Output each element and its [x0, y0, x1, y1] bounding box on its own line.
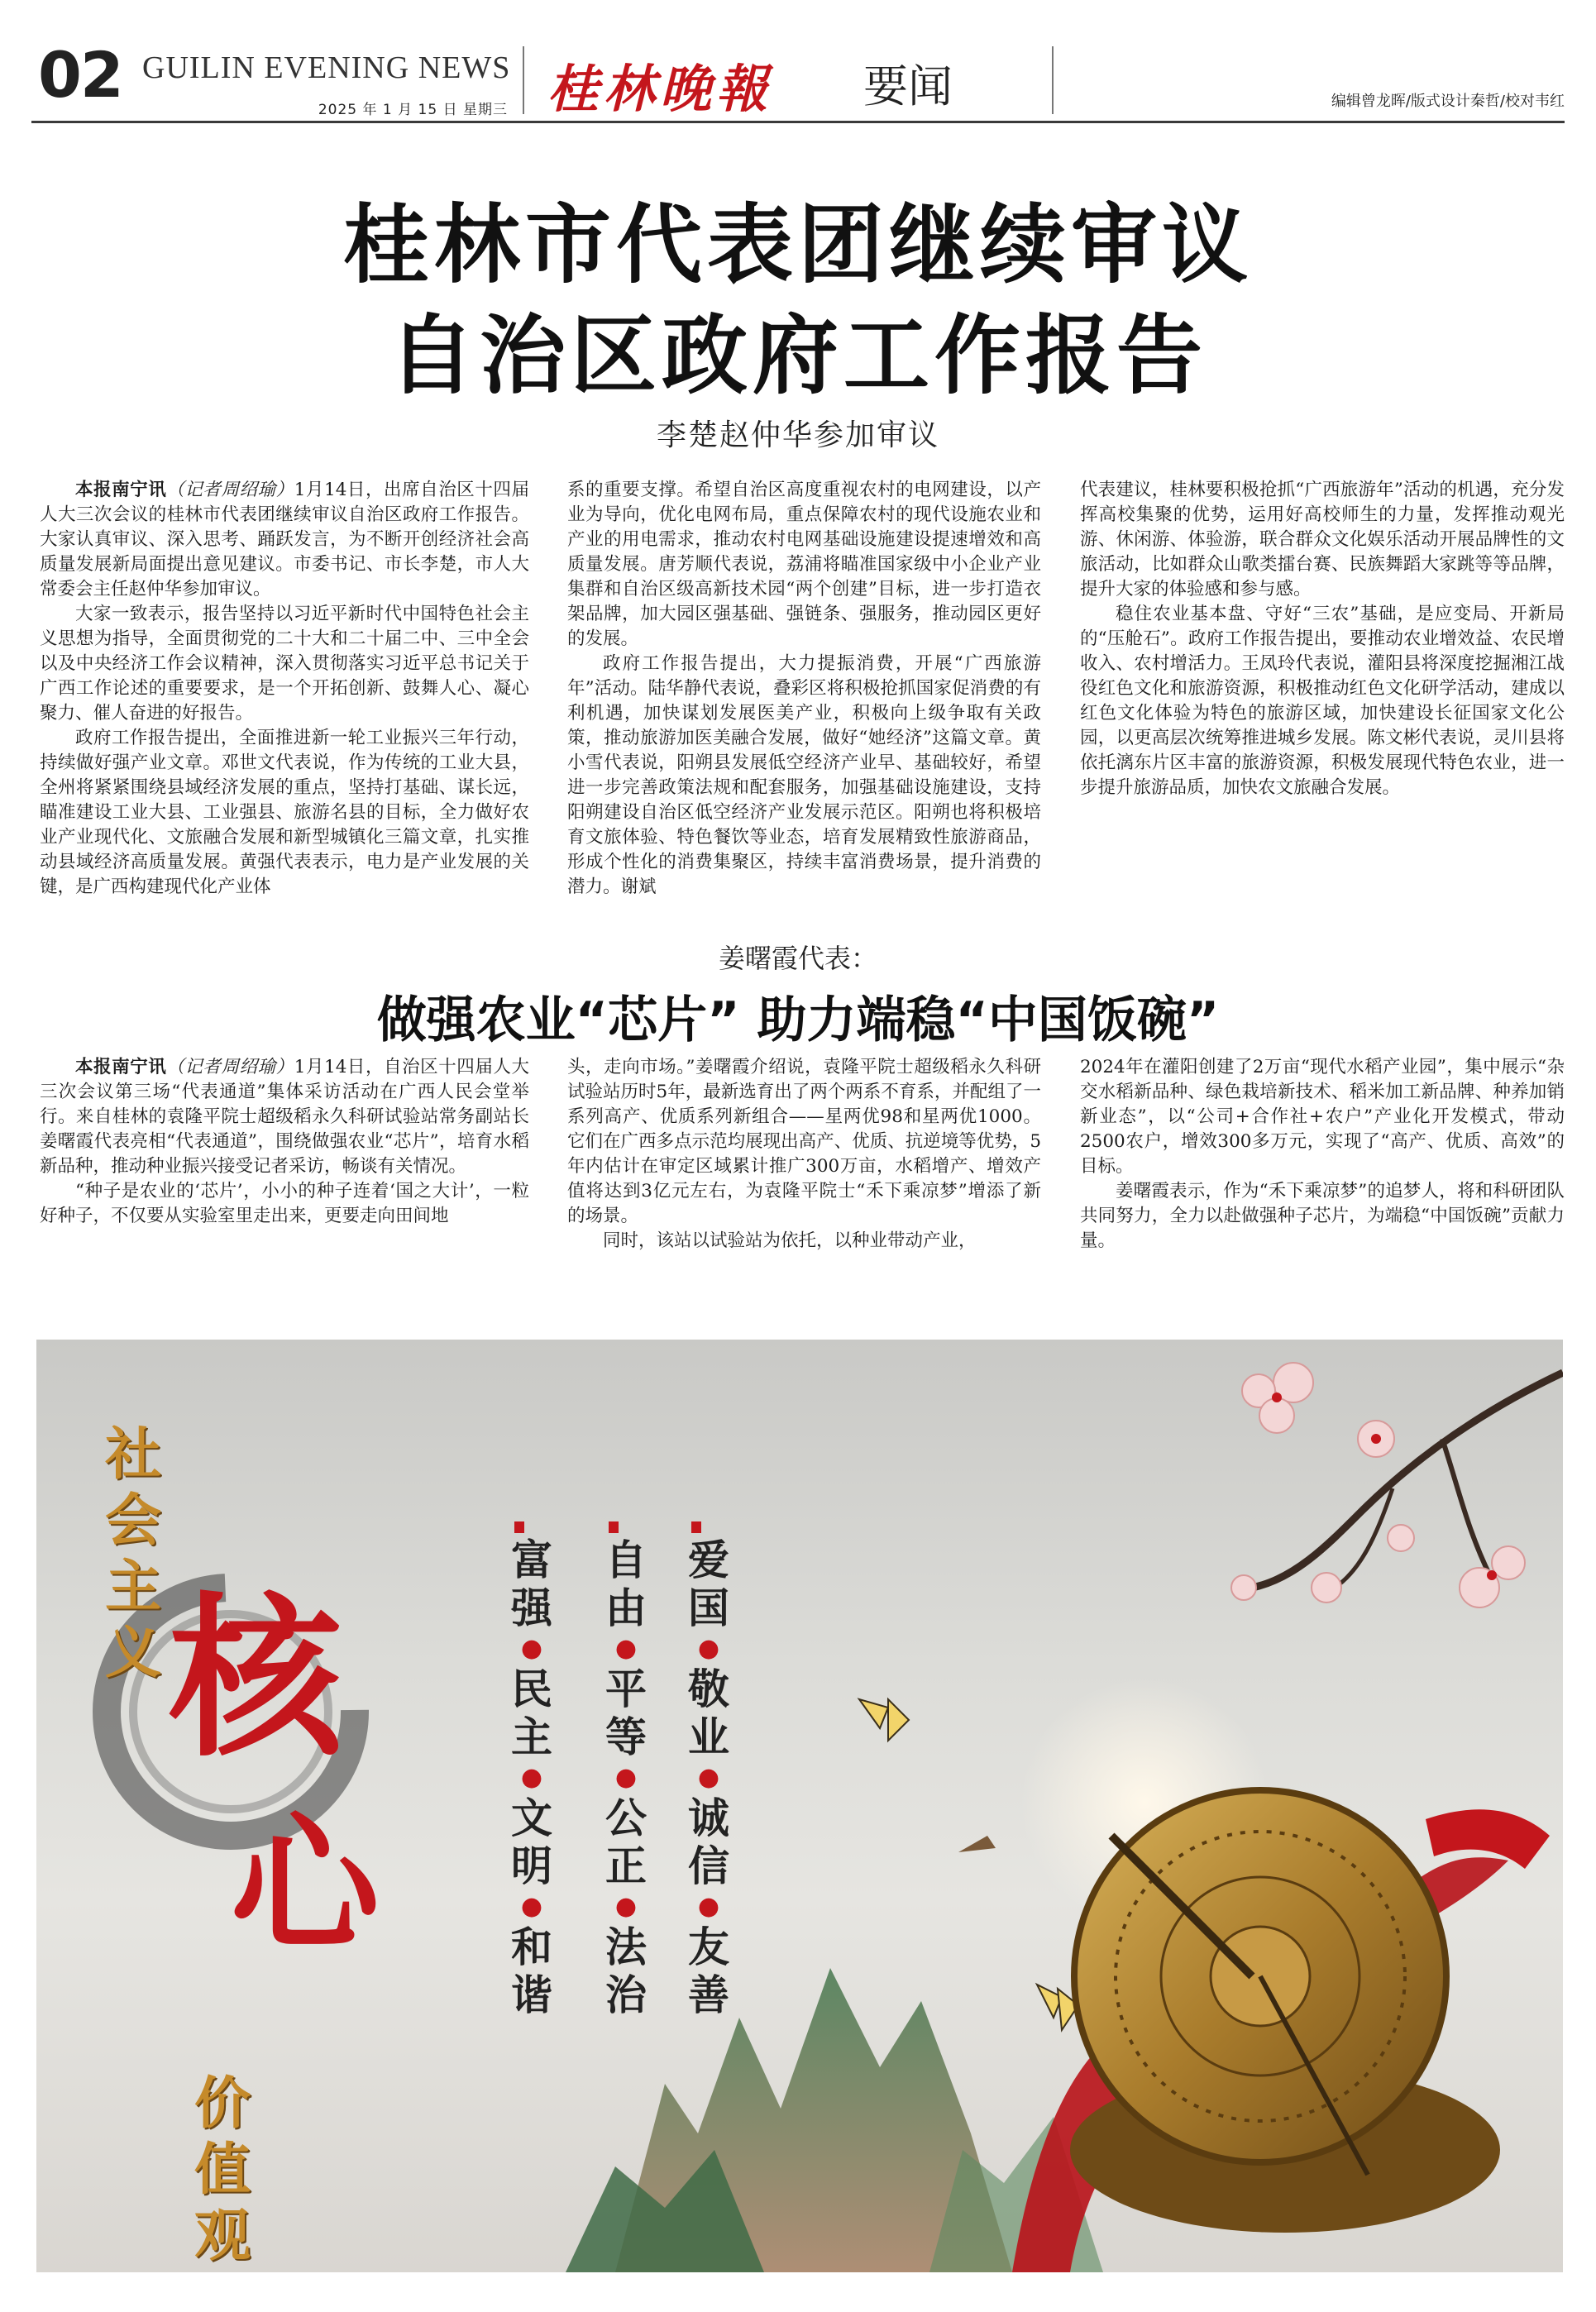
value-term: 民 主 — [511, 1665, 552, 1761]
values-column-1: 爱 国 ● 敬 业 ● 诚 信 ● 友 善 — [680, 1536, 738, 2019]
byline: （记者周绍瑜） — [166, 480, 294, 500]
editor-credits: 编辑曾龙晖/版式设计秦哲/校对韦红 — [1331, 93, 1565, 110]
poster-title-char: 价 — [194, 2071, 251, 2137]
poster-title-char: 观 — [194, 2203, 251, 2269]
poster-title-char: 会 — [104, 1488, 161, 1554]
paragraph: 政府工作报告提出，大力提振消费，开展“广西旅游年”活动。陆华静代表说，叠彩区将积极抢抓国家促消费的有利机遇，加快谋划发展医美产业，积极向上级争取有关政策，推动旅游加医美融合发展，做好“她经济”这篇文章。黄小雪代表说，阳朔县发展低空经济产业早、基础较好，希望进一步完善政策法规和配套服务，加强基础设施建设，支持阳朔建设自治区低空经济产业发展示范区。阳朔也将积极培育文旅体验、特色餐饮等业态，培育发展精致性旅游商品，形成个性化的消费集聚区，持续丰富消费场景，提升消费的潜力。谢斌 — [567, 653, 1041, 897]
values-column-3: 富 强 ● 民 主 ● 文 明 ● 和 谐 — [503, 1536, 561, 2019]
poster-title-char: 义 — [104, 1620, 161, 1686]
article2-kicker: 姜曙霞代表： — [718, 943, 877, 974]
paragraph — [40, 1055, 529, 1179]
value-term: 友 善 — [688, 1923, 729, 2019]
butterfly-icon — [958, 1836, 996, 1852]
article2-column-1 — [40, 1055, 529, 1229]
english-masthead: GUILIN EVENING NEWS — [142, 50, 511, 85]
poster-title-char: 主 — [104, 1554, 161, 1620]
dateline: 本报南宁讯 — [75, 1057, 167, 1077]
article-headline-line1: 桂林市代表团继续审议 — [342, 194, 1253, 295]
poster-title-big: 核 — [168, 1576, 342, 1780]
paragraph — [40, 478, 529, 602]
paragraph: 头，走向市场。”姜曙霞介绍说，袁隆平院士超级稻永久科研试验站历时5年，最新选育出了两个两系不育系，并配组了一系列高产、优质系列新组合——星两优98和星两优1000。它们在广西多点示范均展现出高产、优质、抗逆境等优势，5年内估计在审定区域累计推广300万亩，水稻增产、增效产值将达到3亿元左右，为袁隆平院士“禾下乘凉梦”增添了新的场景。 — [567, 1057, 1041, 1226]
masthead-meta — [142, 50, 511, 118]
issue-date: 2025 年 1 月 15 日 星期三 — [318, 102, 508, 118]
paragraph: 稳住农业基本盘、守好“三农”基础，是应变局、开新局的“压舱石”。政府工作报告提出，要推动农业增效益、农民增收入、农村增活力。王凤玲代表说，灌阳县将深度挖掘湘江战役红色文化和旅游资源，积极推动红色文化研学活动，建成以红色文化体验为特色的旅游区域，加快建设长征国家文化公园，以更高层次统筹推进城乡发展。陈文彬代表说，灵川县将依托漓东片区丰富的旅游资源，积极发展现代特色农业，进一步提升旅游品质，加快农文旅融合发展。 — [1080, 604, 1565, 798]
plum-blossom-icon — [1231, 1363, 1563, 1607]
section-name: 要闻 — [863, 60, 953, 112]
paragraph: 代表建议，桂林要积极抢抓“广西旅游年”活动的机遇，充分发挥高校集聚的优势，运用好高校师生的力量，发挥推动观光游、休闲游、体验游，联合群众文化娱乐活动开展品牌性的文旅活动，比如群众山歌类擂台赛、民族舞蹈大家跳等等品牌，提升大家的体验感和参与感。 — [1080, 480, 1565, 599]
paragraph-text: 1月14日，出席自治区十四届人大三次会议的桂林市代表团继续审议自治区政府工作报告。大家认真审议、深入思考、踊跃发言，为不断开创经济社会高质量发展新局面提出意见建议。市委书记、市长李楚，市人大常委会主任赵仲华参加审议。 — [40, 480, 529, 599]
value-term: 法 治 — [605, 1923, 647, 2019]
article-headline-line2: 自治区政府工作报告 — [388, 305, 1207, 406]
article2-column-2 — [567, 1055, 1041, 1254]
paragraph: 2024年在灌阳创建了2万亩“现代水稻产业园”，集中展示“杂交水稻新品种、绿色栽培新技术、稻米加工新品牌、种养加销新业态”，以“公司+合作社+农户”产业化开发模式，带动2500农户，增效300多万元，实现了“高产、优质、高效”的目标。 — [1080, 1057, 1565, 1177]
value-term: 富 强 — [511, 1536, 552, 1632]
article1-column-2 — [567, 478, 1041, 900]
article-subhead: 李楚赵仲华参加审议 — [656, 418, 939, 452]
article1-column-1 — [40, 478, 529, 900]
core-values-poster — [36, 1340, 1563, 2272]
paragraph: 系的重要支撑。希望自治区高度重视农村的电网建设，以产业为导向，优化电网布局，重点保障农村的现代设施农业和产业的用电需求，推动农村电网基础设施建设提速增效和高质量发展。唐芳顺代表说，荔浦将瞄准国家级中小企业产业集群和自治区级高新技术园“两个创建”目标，进一步打造衣架品牌，加大园区强基础、强链条、强服务，推动园区更好的发展。 — [567, 480, 1041, 649]
value-term: 和 谐 — [511, 1923, 552, 2019]
article2-column-3 — [1080, 1055, 1565, 1254]
value-term: 平 等 — [605, 1665, 647, 1761]
paragraph-text: 1月14日，自治区十四届人大三次会议第三场“代表通道”集体采访活动在广西人民会堂举行。来自桂林的袁隆平院士超级稻永久科研试验站常务副站长姜曙霞代表亮相“代表通道”，围绕做强农业“芯片”，培育水稻新品种，推动种业振兴接受记者采访，畅谈有关情况。 — [40, 1057, 529, 1177]
value-term: 文 明 — [511, 1794, 552, 1890]
value-term: 诚 信 — [688, 1794, 729, 1890]
value-term: 自 由 — [605, 1536, 647, 1632]
poster-title-char: 值 — [194, 2137, 251, 2203]
values-column-2: 自 由 ● 平 等 ● 公 正 ● 法 治 — [597, 1536, 655, 2019]
value-term: 公 正 — [605, 1794, 647, 1890]
paragraph: 大家一致表示，报告坚持以习近平新时代中国特色社会主义思想为指导，全面贯彻党的二十大和二十届二中、三中全会以及中央经济工作会议精神，深入贯彻落实习近平总书记关于广西工作论述的重要要求，是一个开拓创新、鼓舞人心、凝心聚力、催人奋进的好报告。 — [40, 604, 529, 724]
bracket-mark — [514, 1521, 524, 1533]
masthead-divider — [523, 46, 524, 114]
bracket-mark — [609, 1521, 619, 1533]
page-number: 02 — [38, 38, 122, 112]
masthead-divider — [1052, 46, 1054, 114]
article1-column-3 — [1080, 478, 1565, 800]
paragraph: 同时，该站以试验站为依托，以种业带动产业， — [603, 1230, 977, 1251]
article2-headline: 做强农业“芯片” 助力端稳“中国饭碗” — [376, 991, 1220, 1049]
byline: （记者周绍瑜） — [166, 1057, 294, 1077]
paragraph: “种子是农业的‘芯片’，小小的种子连着‘国之大计’，一粒好种子，不仅要从实验室里走出来，更要走向田间地 — [40, 1181, 529, 1226]
paragraph: 姜曙霞表示，作为“禾下乘凉梦”的追梦人，将和科研团队共同努力，全力以赴做强种子芯片，为端稳“中国饭碗”贡献力量。 — [1080, 1181, 1565, 1251]
value-term: 敬 业 — [688, 1665, 729, 1761]
paragraph: 政府工作报告提出，全面推进新一轮工业振兴三年行动，持续做好强产业文章。邓世文代表说，作为传统的工业大县，全州将紧紧围绕县域经济发展的重点，坚持打基础、谋长远，瞄准建设工业大县、工业强县、旅游名县的目标，全力做好农业产业现代化、文旅融合发展和新型城镇化三篇文章，扎实推动县域经济高质量发展。黄强代表表示，电力是产业发展的关键，是广西构建现代化产业体 — [40, 728, 529, 897]
dateline: 本报南宁讯 — [75, 480, 167, 500]
value-term: 爱 国 — [688, 1536, 729, 1632]
poster-title-big: 心 — [230, 1798, 380, 1972]
sundial-icon — [1070, 1790, 1500, 2233]
newspaper-logo: 桂林晚報 — [547, 59, 773, 119]
header-rule — [31, 121, 1565, 123]
poster-title-char: 社 — [104, 1421, 161, 1488]
bracket-mark — [691, 1521, 701, 1533]
